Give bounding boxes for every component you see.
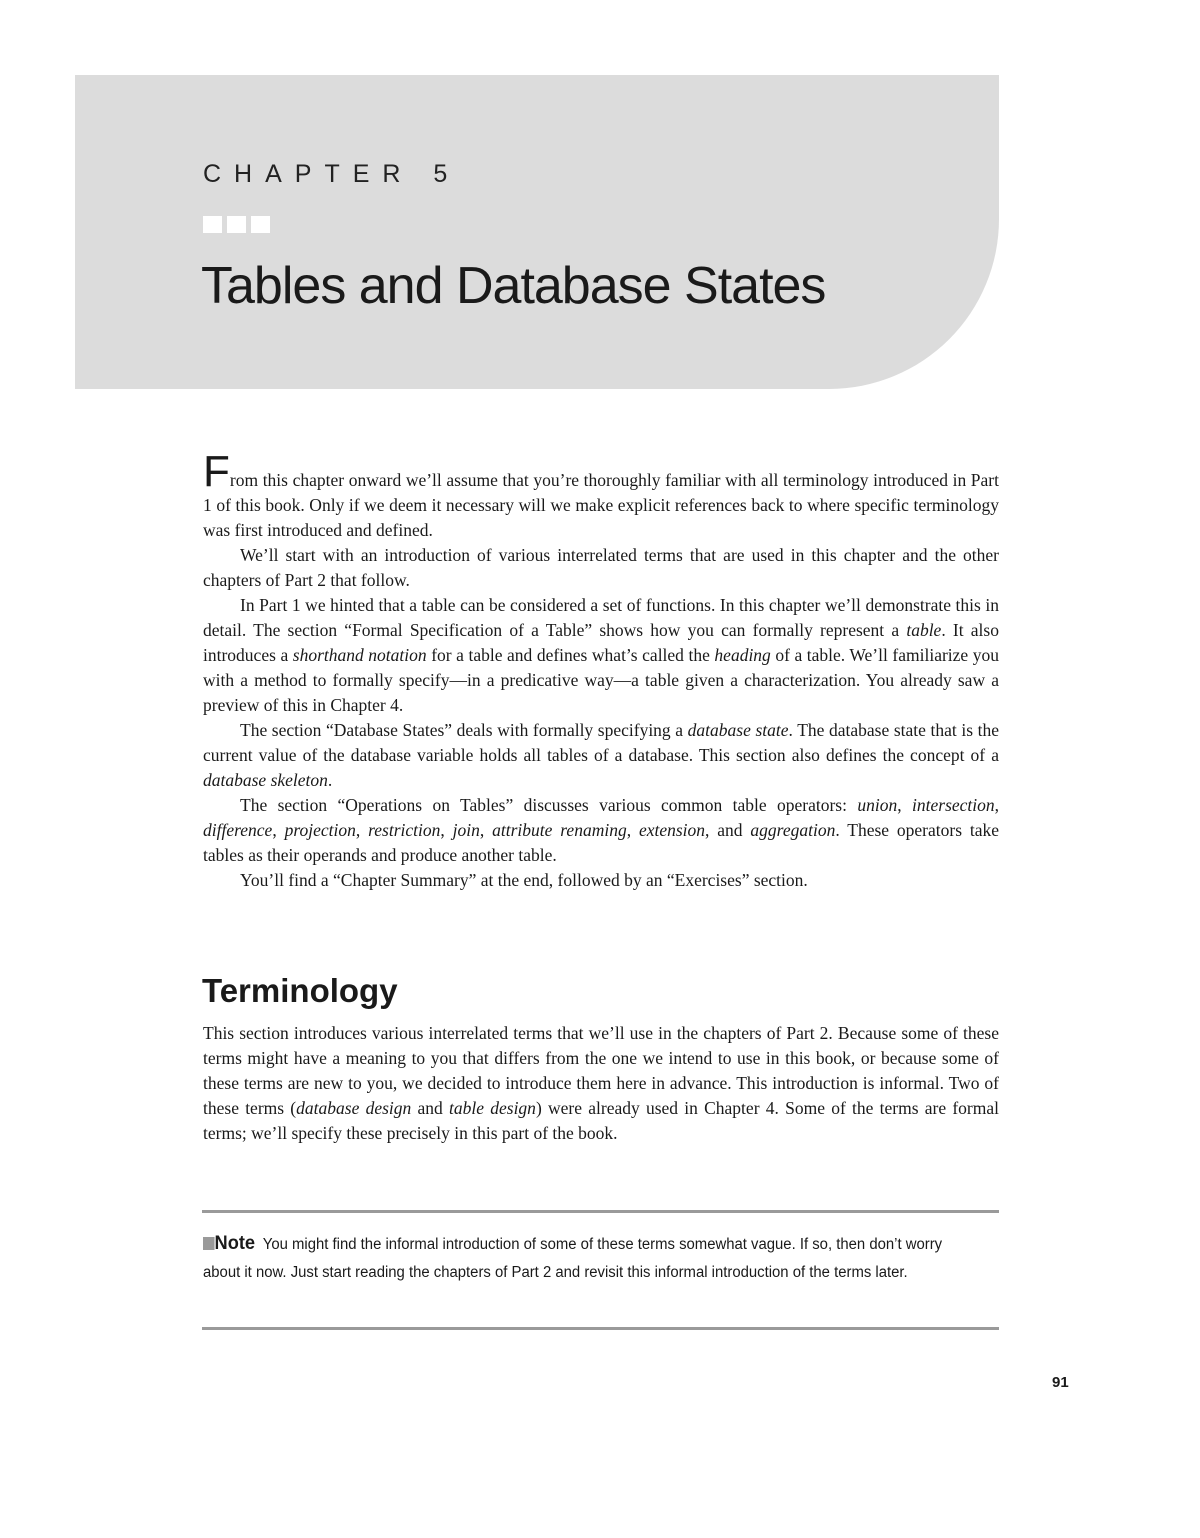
intro-paragraph — [203, 868, 999, 893]
emphasis-term: shorthand notation — [292, 645, 427, 665]
paragraph-text: of a table. We’ll familiarize you with a method to formally specify—in a predicative way—a table given a characterization. You already saw a preview of this in Chapter 4. — [203, 645, 999, 715]
emphasis-term: attribute renaming — [492, 820, 627, 840]
paragraph-text: This section introduces various interrelated terms that we’ll use in the chapters of Part 2. Because some of these terms might have a meaning to you that differs from the one we intend to use in this book, or because some of these terms are new to you, we decided to introduce them here in advance. This introduction is informal. Two of these terms ( — [203, 1023, 999, 1118]
chapter-label: CHAPTER 5 — [203, 160, 461, 188]
paragraph-text: We’ll start with an introduction of various interrelated terms that are used in this chapter and the other chapters of Part 2 that follow. — [203, 545, 999, 590]
terminology-paragraph — [203, 1021, 999, 1146]
note-label: Note — [214, 1233, 256, 1254]
paragraph-text: , — [897, 795, 913, 815]
page-number: 91 — [1052, 1374, 1069, 1391]
section-heading: Terminology — [202, 972, 398, 1009]
paragraph-text: The section “Operations on Tables” discusses various common table operators: — [240, 795, 858, 815]
paragraph-text: . The database state that is the current value of the database variable holds all tables of a database. This section also defines the concept of a — [203, 720, 1000, 765]
intro-paragraph — [203, 593, 999, 718]
drop-cap: F — [203, 447, 230, 496]
intro-paragraph — [203, 543, 999, 593]
paragraph-text: for a table and defines what’s called the — [426, 645, 715, 665]
intro-paragraph — [203, 793, 999, 868]
paragraph-text: , — [355, 820, 369, 840]
terminology-section — [203, 1021, 999, 1146]
paragraph-text: You’ll find a “Chapter Summary” at the end, followed by an “Exercises” section. — [240, 870, 808, 890]
paragraph-text: , — [272, 820, 285, 840]
emphasis-term: intersection — [912, 795, 995, 815]
intro-paragraph — [203, 718, 999, 793]
paragraph-text: , and — [705, 820, 751, 840]
chapter-title: Tables and Database States — [201, 257, 826, 315]
ornament-square — [203, 216, 222, 233]
emphasis-term: database state — [687, 720, 789, 740]
emphasis-term: aggregation — [750, 820, 836, 840]
note-marker-icon — [203, 1237, 215, 1250]
paragraph-text: , — [440, 820, 453, 840]
ornament-square — [227, 216, 246, 233]
ornament-square — [251, 216, 270, 233]
emphasis-term: database skeleton — [203, 770, 328, 790]
emphasis-term: difference — [203, 820, 273, 840]
emphasis-term: table design — [449, 1098, 536, 1118]
paragraph-text: . It also introduces a — [203, 620, 999, 665]
note-text: You might find the informal introduction of some of these terms somewhat vague. If so, then don’t worry about it now. Just start reading the chapters of Part 2 and revisit this informal introduction of the terms later. — [203, 1236, 943, 1281]
paragraph-text: , — [626, 820, 639, 840]
emphasis-term: table — [906, 620, 942, 640]
intro-section — [203, 447, 1000, 893]
emphasis-term: heading — [714, 645, 771, 665]
emphasis-term: projection — [284, 820, 356, 840]
paragraph-text: rom this chapter onward we’ll assume that you’re thoroughly familiar with all terminology introduced in Part 1 of this book. Only if we deem it necessary will we make explicit references back to where specific terminology was first introduced and defined. — [203, 470, 999, 540]
paragraph-text: ) were already used in Chapter 4. Some of the terms are formal terms; we’ll specify these precisely in this part of the book. — [203, 1098, 999, 1143]
paragraph-text: , — [479, 820, 493, 840]
note-top-rule — [202, 1210, 999, 1213]
chapter-ornament — [203, 216, 270, 233]
emphasis-term: extension — [638, 820, 706, 840]
emphasis-term: join — [452, 820, 480, 840]
emphasis-term: union — [857, 795, 898, 815]
paragraph-text: and — [411, 1098, 450, 1118]
paragraph-text: In Part 1 we hinted that a table can be considered a set of functions. In this chapter we’ll demonstrate this in detail. The section “Formal Specification of a Table” shows how you can formally represent a — [203, 595, 999, 640]
note-box — [203, 1230, 961, 1287]
paragraph-text: . These operators take tables as their operands and produce another table. — [203, 820, 1000, 865]
paragraph-text: . — [327, 770, 333, 790]
emphasis-term: restriction — [368, 820, 441, 840]
intro-paragraph — [203, 447, 999, 543]
paragraph-text: The section “Database States” deals with formally specifying a — [240, 720, 688, 740]
emphasis-term: database design — [296, 1098, 412, 1118]
note-bottom-rule — [202, 1327, 999, 1330]
paragraph-text: , — [994, 795, 1000, 815]
